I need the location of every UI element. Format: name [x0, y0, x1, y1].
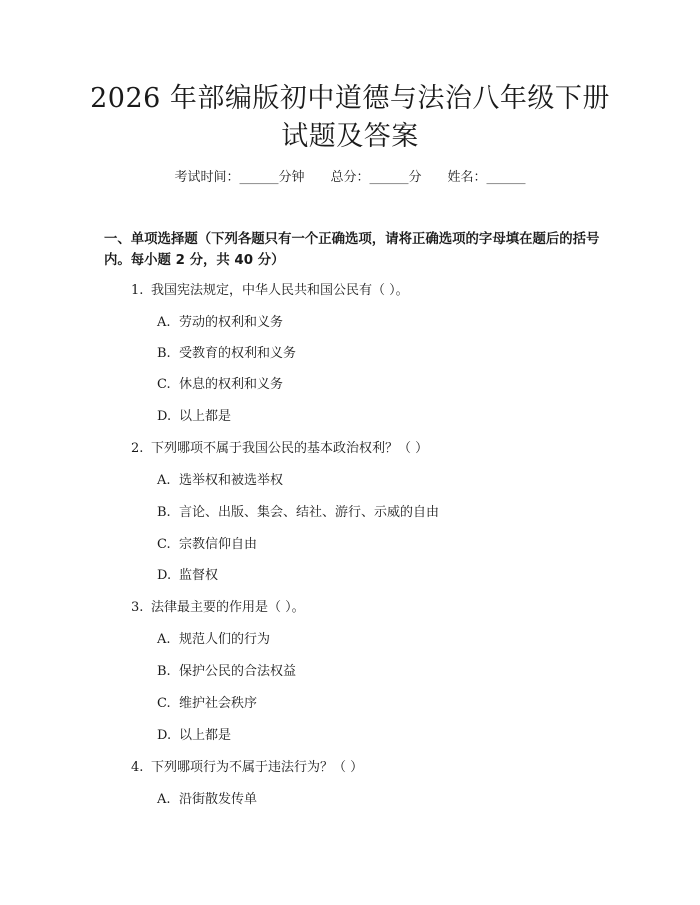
- option-letter: D.: [157, 568, 172, 583]
- question-2-option-c: [157, 535, 257, 555]
- option-letter: A.: [157, 315, 171, 330]
- option-text: 监督权: [179, 568, 219, 583]
- question-2-option-a: [157, 471, 283, 491]
- question-text: 法律最主要的作用是（ ）。: [151, 600, 305, 615]
- total-score-label: 总分：______分: [330, 170, 422, 185]
- option-letter: C.: [157, 696, 171, 711]
- option-letter: B.: [157, 664, 171, 679]
- question-1-option-b: [157, 344, 296, 364]
- option-text: 以上都是: [179, 728, 232, 743]
- question-3-option-d: [157, 726, 231, 746]
- option-text: 选举权和被选举权: [179, 473, 284, 488]
- question-number: 2.: [131, 441, 144, 456]
- option-letter: B.: [157, 505, 171, 520]
- question-3: [131, 598, 305, 618]
- option-text: 保护公民的合法权益: [179, 664, 297, 679]
- option-letter: C.: [157, 537, 171, 552]
- option-letter: A.: [157, 792, 171, 807]
- question-4-option-a: [157, 790, 257, 810]
- option-text: 沿街散发传单: [179, 792, 258, 807]
- option-text: 宗教信仰自由: [179, 537, 258, 552]
- option-letter: B.: [157, 346, 171, 361]
- question-1-option-d: [157, 407, 231, 427]
- question-number: 1.: [131, 283, 144, 298]
- option-text: 言论、出版、集会、结社、游行、示威的自由: [179, 505, 440, 520]
- question-text: 下列哪项不属于我国公民的基本政治权利？（ ）: [151, 441, 429, 456]
- page-title: 2026 年部编版初中道德与法治八年级下册试题及答案: [90, 83, 610, 152]
- question-3-option-b: [157, 662, 296, 682]
- exam-meta: [0, 168, 700, 188]
- question-1: [131, 281, 409, 301]
- question-2: [131, 439, 428, 459]
- option-letter: C.: [157, 377, 171, 392]
- question-number: 4.: [131, 760, 144, 775]
- question-3-option-a: [157, 630, 270, 650]
- option-letter: A.: [157, 632, 171, 647]
- question-1-option-a: [157, 313, 283, 333]
- section-heading: 一、单项选择题（下列各题只有一个正确选项，请将正确选项的字母填在题后的括号内。每小题 2 分，共 40 分）: [104, 232, 600, 268]
- question-text: 下列哪项行为不属于违法行为？（ ）: [151, 760, 364, 775]
- question-text: 我国宪法规定，中华人民共和国公民有（ ）。: [151, 283, 409, 298]
- question-3-option-c: [157, 694, 257, 714]
- option-text: 维护社会秩序: [179, 696, 258, 711]
- option-text: 劳动的权利和义务: [179, 315, 284, 330]
- option-letter: A.: [157, 473, 171, 488]
- question-4: [131, 758, 363, 778]
- question-1-option-c: [157, 375, 283, 395]
- option-letter: D.: [157, 728, 172, 743]
- option-text: 受教育的权利和义务: [179, 346, 297, 361]
- question-number: 3.: [131, 600, 144, 615]
- option-letter: D.: [157, 409, 172, 424]
- exam-time-label: 考试时间：______分钟: [174, 170, 305, 185]
- question-2-option-b: [157, 503, 439, 523]
- option-text: 以上都是: [179, 409, 232, 424]
- question-2-option-d: [157, 566, 218, 586]
- student-name-label: 姓名：______: [447, 170, 526, 185]
- option-text: 休息的权利和义务: [179, 377, 284, 392]
- option-text: 规范人们的行为: [179, 632, 271, 647]
